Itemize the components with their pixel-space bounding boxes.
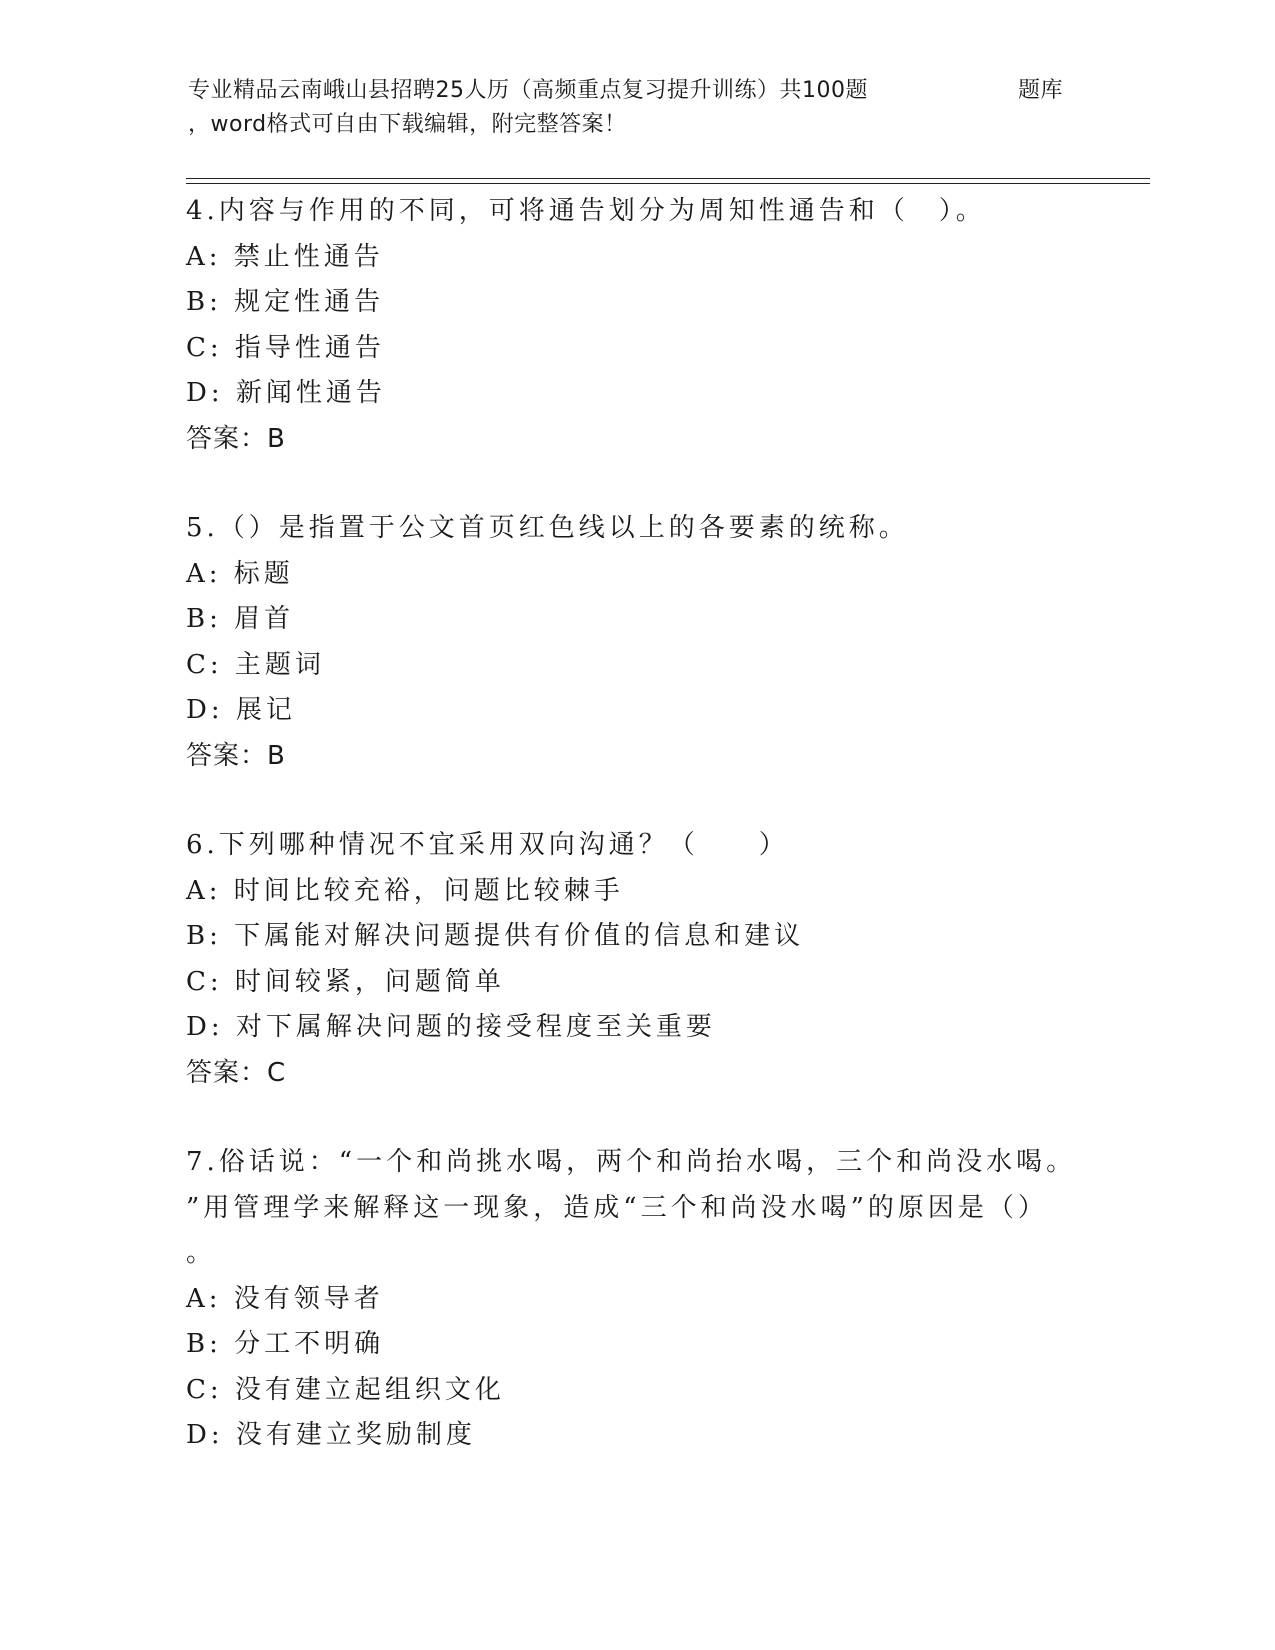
document-header	[188, 74, 1188, 142]
question-item	[186, 823, 1126, 1096]
option-c: C: 指导性通告	[186, 332, 385, 363]
header-subtitle: ，word格式可自由下载编辑，附完整答案！	[188, 112, 627, 137]
option-d: D: 对下属解决问题的接受程度至关重要	[186, 1012, 716, 1042]
option-c: C: 时间较紧，问题简单	[186, 966, 505, 997]
question-item	[186, 506, 1126, 779]
option-d: D: 没有建立奖励制度	[186, 1420, 476, 1450]
option-b: B: 眉首	[186, 604, 295, 634]
answer-line: 答案：B	[186, 423, 286, 454]
answer-line: 答案：B	[186, 740, 286, 771]
option-a: A: 没有领导者	[186, 1283, 384, 1314]
option-b: B: 下属能对解决问题提供有价值的信息和建议	[186, 921, 805, 951]
answer-line: 答案：C	[186, 1057, 287, 1088]
header-tag: 题库	[1018, 78, 1064, 103]
option-a: A: 禁止性通告	[186, 241, 384, 272]
question-stem	[186, 189, 1126, 235]
question-stem-line: 7.俗话说：“一个和尚挑水喝，两个和尚抬水喝，三个和尚没水喝。	[186, 1147, 1077, 1177]
option-a: A: 时间比较充裕，问题比较棘手	[186, 875, 624, 906]
question-stem	[186, 823, 1126, 869]
question-item	[186, 1140, 1126, 1459]
question-list	[186, 189, 1126, 1503]
question-stem-line: 5.（）是指置于公文首页红色线以上的各要素的统称。	[186, 513, 909, 543]
question-stem-line: 。	[186, 1238, 217, 1268]
question-stem-line: 6.下列哪种情况不宜采用双向沟通？（ ）	[186, 830, 789, 860]
header-divider-top	[186, 178, 1150, 179]
question-stem-line: 4.内容与作用的不同，可将通告划分为周知性通告和（ ）。	[186, 196, 986, 226]
header-title-row	[188, 74, 1188, 108]
option-b: B: 规定性通告	[186, 287, 385, 317]
question-stem	[186, 1140, 1126, 1277]
header-divider-bottom	[186, 183, 1150, 184]
question-item	[186, 189, 1126, 462]
option-d: D: 展记	[186, 695, 296, 725]
option-a: A: 标题	[186, 558, 294, 589]
header-title: 专业精品云南峨山县招聘25人历（高频重点复习提升训练）共100题	[188, 78, 868, 103]
question-stem-line: ”用管理学来解释这一现象，造成“三个和尚没水喝”的原因是（）	[186, 1192, 1048, 1223]
option-d: D: 新闻性通告	[186, 378, 386, 408]
question-stem	[186, 506, 1126, 552]
option-c: C: 主题词	[186, 649, 325, 680]
option-c: C: 没有建立起组织文化	[186, 1374, 505, 1405]
option-b: B: 分工不明确	[186, 1329, 385, 1359]
